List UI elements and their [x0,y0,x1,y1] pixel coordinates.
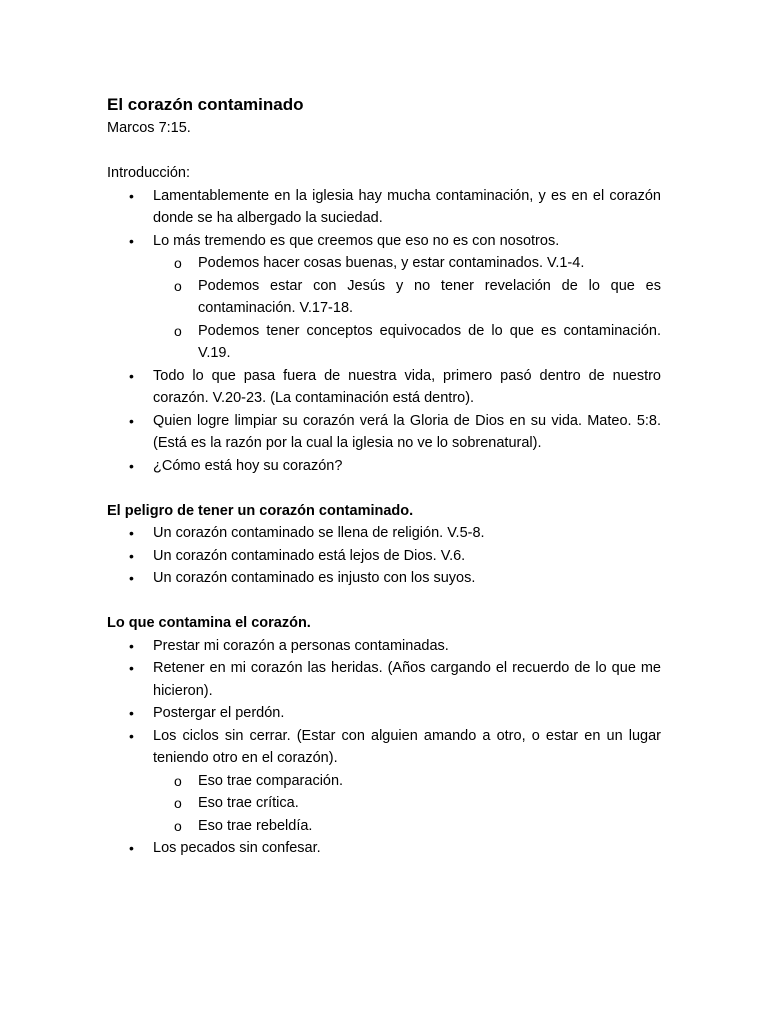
list-item-text: Postergar el perdón. [153,705,285,721]
list-item-text: Todo lo que pasa fuera de nuestra vida, primero pasó dentro de nuestro corazón. V.20-23. (La contaminación está dentro). [153,367,661,406]
bullet-icon: • [129,457,134,474]
spacer [107,590,661,613]
list-item [107,725,661,770]
list-item-text: Prestar mi corazón a personas contaminadas. [153,637,449,654]
list-item-text: Un corazón contaminado se llena de religión. V.5-8. [153,525,485,541]
list-item [107,567,661,590]
sub-list-item-text: Podemos estar con Jesús y no tener revelación de lo que es contaminación. V.17-18. [198,277,661,316]
peligro-list [107,522,661,590]
section-heading-peligro: El peligro de tener un corazón contaminado. [107,502,414,519]
sub-list-item-text: Eso trae crítica. [198,795,299,811]
bullet-icon: • [129,705,134,721]
document-title: El corazón contaminado [107,95,304,114]
bullet-icon: • [129,637,134,654]
list-item-text: Los ciclos sin cerrar. (Estar con alguien amando a otro, o estar en un lugar teniendo otro en el corazón). [153,727,661,766]
circle-bullet-icon: o [174,817,182,834]
list-item-text: Quien logre limpiar su corazón verá la Gloria de Dios en su vida. Mateo. 5:8. (Está es la razón por la cual la iglesia no ve lo sobrenatural). [153,412,661,451]
bullet-icon: • [129,187,134,204]
circle-bullet-icon: o [174,772,182,789]
list-item [107,455,661,478]
circle-bullet-icon: o [174,277,182,294]
list-item [107,702,661,725]
bullet-icon: • [129,525,134,541]
list-item [107,657,661,702]
sub-list-item [107,252,661,275]
list-item [107,837,661,860]
circle-bullet-icon: o [174,322,182,339]
bullet-icon: • [129,660,134,676]
list-item-text: Lo más tremendo es que creemos que eso no es con nosotros. [153,232,560,249]
list-item [107,522,661,545]
bullet-icon: • [129,727,134,744]
circle-bullet-icon: o [174,795,182,811]
scripture-reference: Marcos 7:15. [107,120,191,136]
list-item [107,545,661,568]
bullet-icon: • [129,367,134,384]
circle-bullet-icon: o [174,255,182,271]
sub-list-item [107,770,661,793]
list-item-text: Un corazón contaminado está lejos de Dios. V.6. [153,547,466,564]
intro-list [107,185,661,478]
list-item-text: ¿Cómo está hoy su corazón? [153,457,343,474]
sub-list-item-text: Eso trae rebeldía. [198,817,313,834]
list-item-text: Lamentablemente en la iglesia hay mucha contaminación, y es en el corazón donde se ha albergado la suciedad. [153,187,661,226]
sub-list-item-text: Podemos tener conceptos equivocados de lo que es contaminación. V.19. [198,322,661,361]
contamina-list [107,635,661,860]
sub-list-item [107,275,661,320]
sub-list-item-text: Eso trae comparación. [198,772,344,789]
bullet-icon: • [129,232,134,249]
list-item [107,185,661,230]
intro-heading: Introducción: [107,165,191,181]
list-item [107,635,661,658]
spacer [107,140,661,163]
bullet-icon: • [129,570,134,586]
sub-list-item [107,792,661,815]
sub-list-item [107,815,661,838]
bullet-icon: • [129,547,134,564]
list-item [107,410,661,455]
sub-list-item [107,320,661,365]
section-heading-contamina: Lo que contamina el corazón. [107,615,311,631]
list-item [107,230,661,253]
list-item-text: Un corazón contaminado es injusto con los suyos. [153,570,476,586]
list-item-text: Retener en mi corazón las heridas. (Años cargando el recuerdo de lo que me hicieron). [153,660,661,699]
list-item-text: Los pecados sin confesar. [153,840,321,856]
sub-list-item-text: Podemos hacer cosas buenas, y estar contaminados. V.1-4. [198,255,585,271]
list-item [107,365,661,410]
spacer [107,477,661,500]
bullet-icon: • [129,840,134,856]
bullet-icon: • [129,412,134,429]
